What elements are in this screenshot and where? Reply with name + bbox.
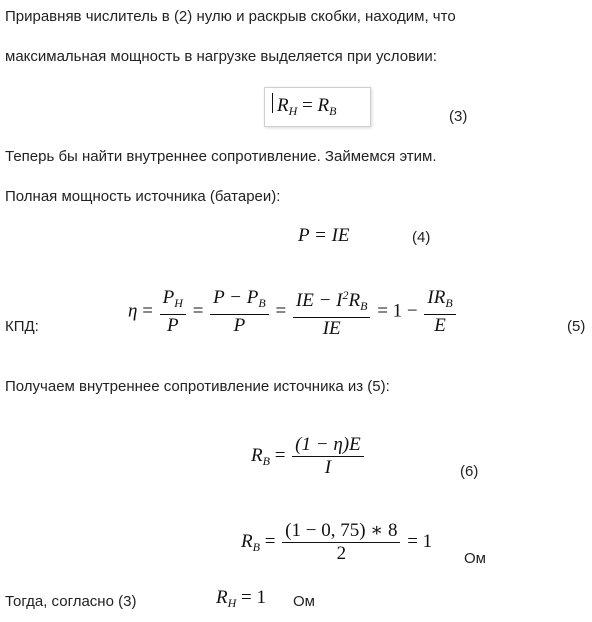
equation-4: P = IE xyxy=(298,225,350,246)
equation-4-number: (4) xyxy=(412,229,431,246)
fraction-ph-over-p: $\frac{P_H}{P}$ xyxy=(160,287,186,337)
equation-7-unit: Ом xyxy=(464,550,486,567)
fraction-p-minus-pb-over-p: $\frac{P - P_B}{P}$ xyxy=(210,287,269,337)
efficiency-label: КПД: xyxy=(5,318,39,335)
equation-6-number: (6) xyxy=(460,463,479,480)
paragraph-3: Теперь бы найти внутреннее сопротивление. Займемся этим. xyxy=(5,148,437,165)
equation-8-unit: Ом xyxy=(293,593,315,610)
paragraph-4: Полная мощность источника (батареи): xyxy=(5,188,281,205)
equation-5: η = $\frac{P_H}{P}$ = $\frac{P - P_B}{P}$ = $\frac{IE - I^2R_B}{IE}$ = 1 − $\frac{IR_B}{E}$ xyxy=(128,284,458,340)
equation-3-box xyxy=(264,87,371,127)
equation-8: $R_H = 1$ xyxy=(216,587,266,610)
paragraph-5: Получаем внутреннее сопротивление источника из (5): xyxy=(5,378,390,395)
equation-3-number: (3) xyxy=(449,108,468,125)
equation-6: $R_B$ = $\frac{(1 - \eta)E}{I}$ xyxy=(251,434,366,479)
fraction-numeric: $\frac{(1 - 0, 75) ∗ 8}{2}$ xyxy=(282,520,400,565)
text-cursor xyxy=(272,93,273,113)
fraction-ie-minus-i2rb-over-ie: $\frac{IE - I^2R_B}{IE}$ xyxy=(293,284,371,340)
paragraph-1: Приравняв числитель в (2) нулю и раскрыв скобки, находим, что xyxy=(5,8,456,25)
equation-7: $R_B$ = $\frac{(1 - 0, 75) ∗ 8}{2}$ = 1 xyxy=(241,520,433,564)
equation-5-number: (5) xyxy=(567,318,586,335)
fraction-irb-over-e: $\frac{IR_B}{E}$ xyxy=(424,287,455,337)
paragraph-6: Тогда, согласно (3) xyxy=(5,593,137,610)
paragraph-2: максимальная мощность в нагрузке выделяется при условии: xyxy=(5,48,437,65)
fraction-eta-e-over-i: $\frac{(1 - \eta)E}{I}$ xyxy=(292,434,364,479)
equation-3: $R_H = R_B$ xyxy=(277,95,337,118)
